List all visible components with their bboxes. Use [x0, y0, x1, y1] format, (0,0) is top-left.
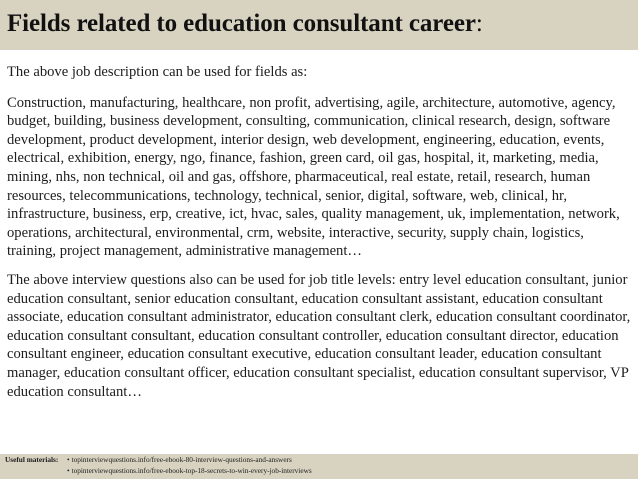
intro-text: The above job description can be used for fields as: [7, 64, 308, 80]
slide-title-colon: : [475, 10, 483, 37]
slide-title: Fields related to education consultant career [7, 10, 476, 37]
footer-bullet-1: • [67, 455, 70, 464]
fields-list-text: Construction, manufacturing, healthcare, non profit, advertising, agile, architecture, automotive, agency, budget, building, business development, consulting, communication, clinical research, design, software development, product development, interior design, web development, engineering, education, events, electrical, exhibition, energy, ngo, finance, fashion, green card, oil gas, hospital, it, marketing, media, mining, nhs, non technical, oil and gas, offshore, pharmaceutical, real estate, retail, research, human resources, telecommunications, technology, technical, senior, digital, software, web, clinical, hr, infrastructure, business, erp, creative, ict, hvac, sales, quality management, uk, implementation, network, operations, architectural, environmental, crm, website, interactive, security, supply chain, logistics, training, project management, administrative management… [7, 94, 620, 260]
footer-label-colon: : [55, 455, 59, 464]
footer-bullet-2: • [67, 465, 70, 475]
footer-bar [0, 454, 638, 479]
job-levels-text: The above interview questions also can be used for job title levels: entry level education consultant, junior education consultant, senior education consultant, education consultant assistant, education consultant associate, education consultant administrator, education consultant clerk, education consultant coordinator, education consultant consultant, education consultant controller, education consultant director, education consultant engineer, education consultant executive, education consultant leader, education consultant manager, education consultant officer, education consultant specialist, education consultant supervisor, VP education consultant… [7, 271, 631, 400]
footer-row-2 [5, 466, 638, 477]
footer-label-text: Useful materials [5, 455, 56, 464]
footer-label-spacer [5, 466, 67, 477]
footer-link-2[interactable]: topinterviewquestions.info/free-ebook-top-18-secrets-to-win-every-job-interviews [71, 465, 312, 475]
footer-link-1[interactable]: topinterviewquestions.info/free-ebook-80-interview-questions-and-answers [71, 455, 292, 464]
slide-content [7, 63, 633, 411]
footer-row-1 [5, 455, 638, 466]
title-bar [0, 0, 638, 50]
footer-label [5, 455, 67, 466]
